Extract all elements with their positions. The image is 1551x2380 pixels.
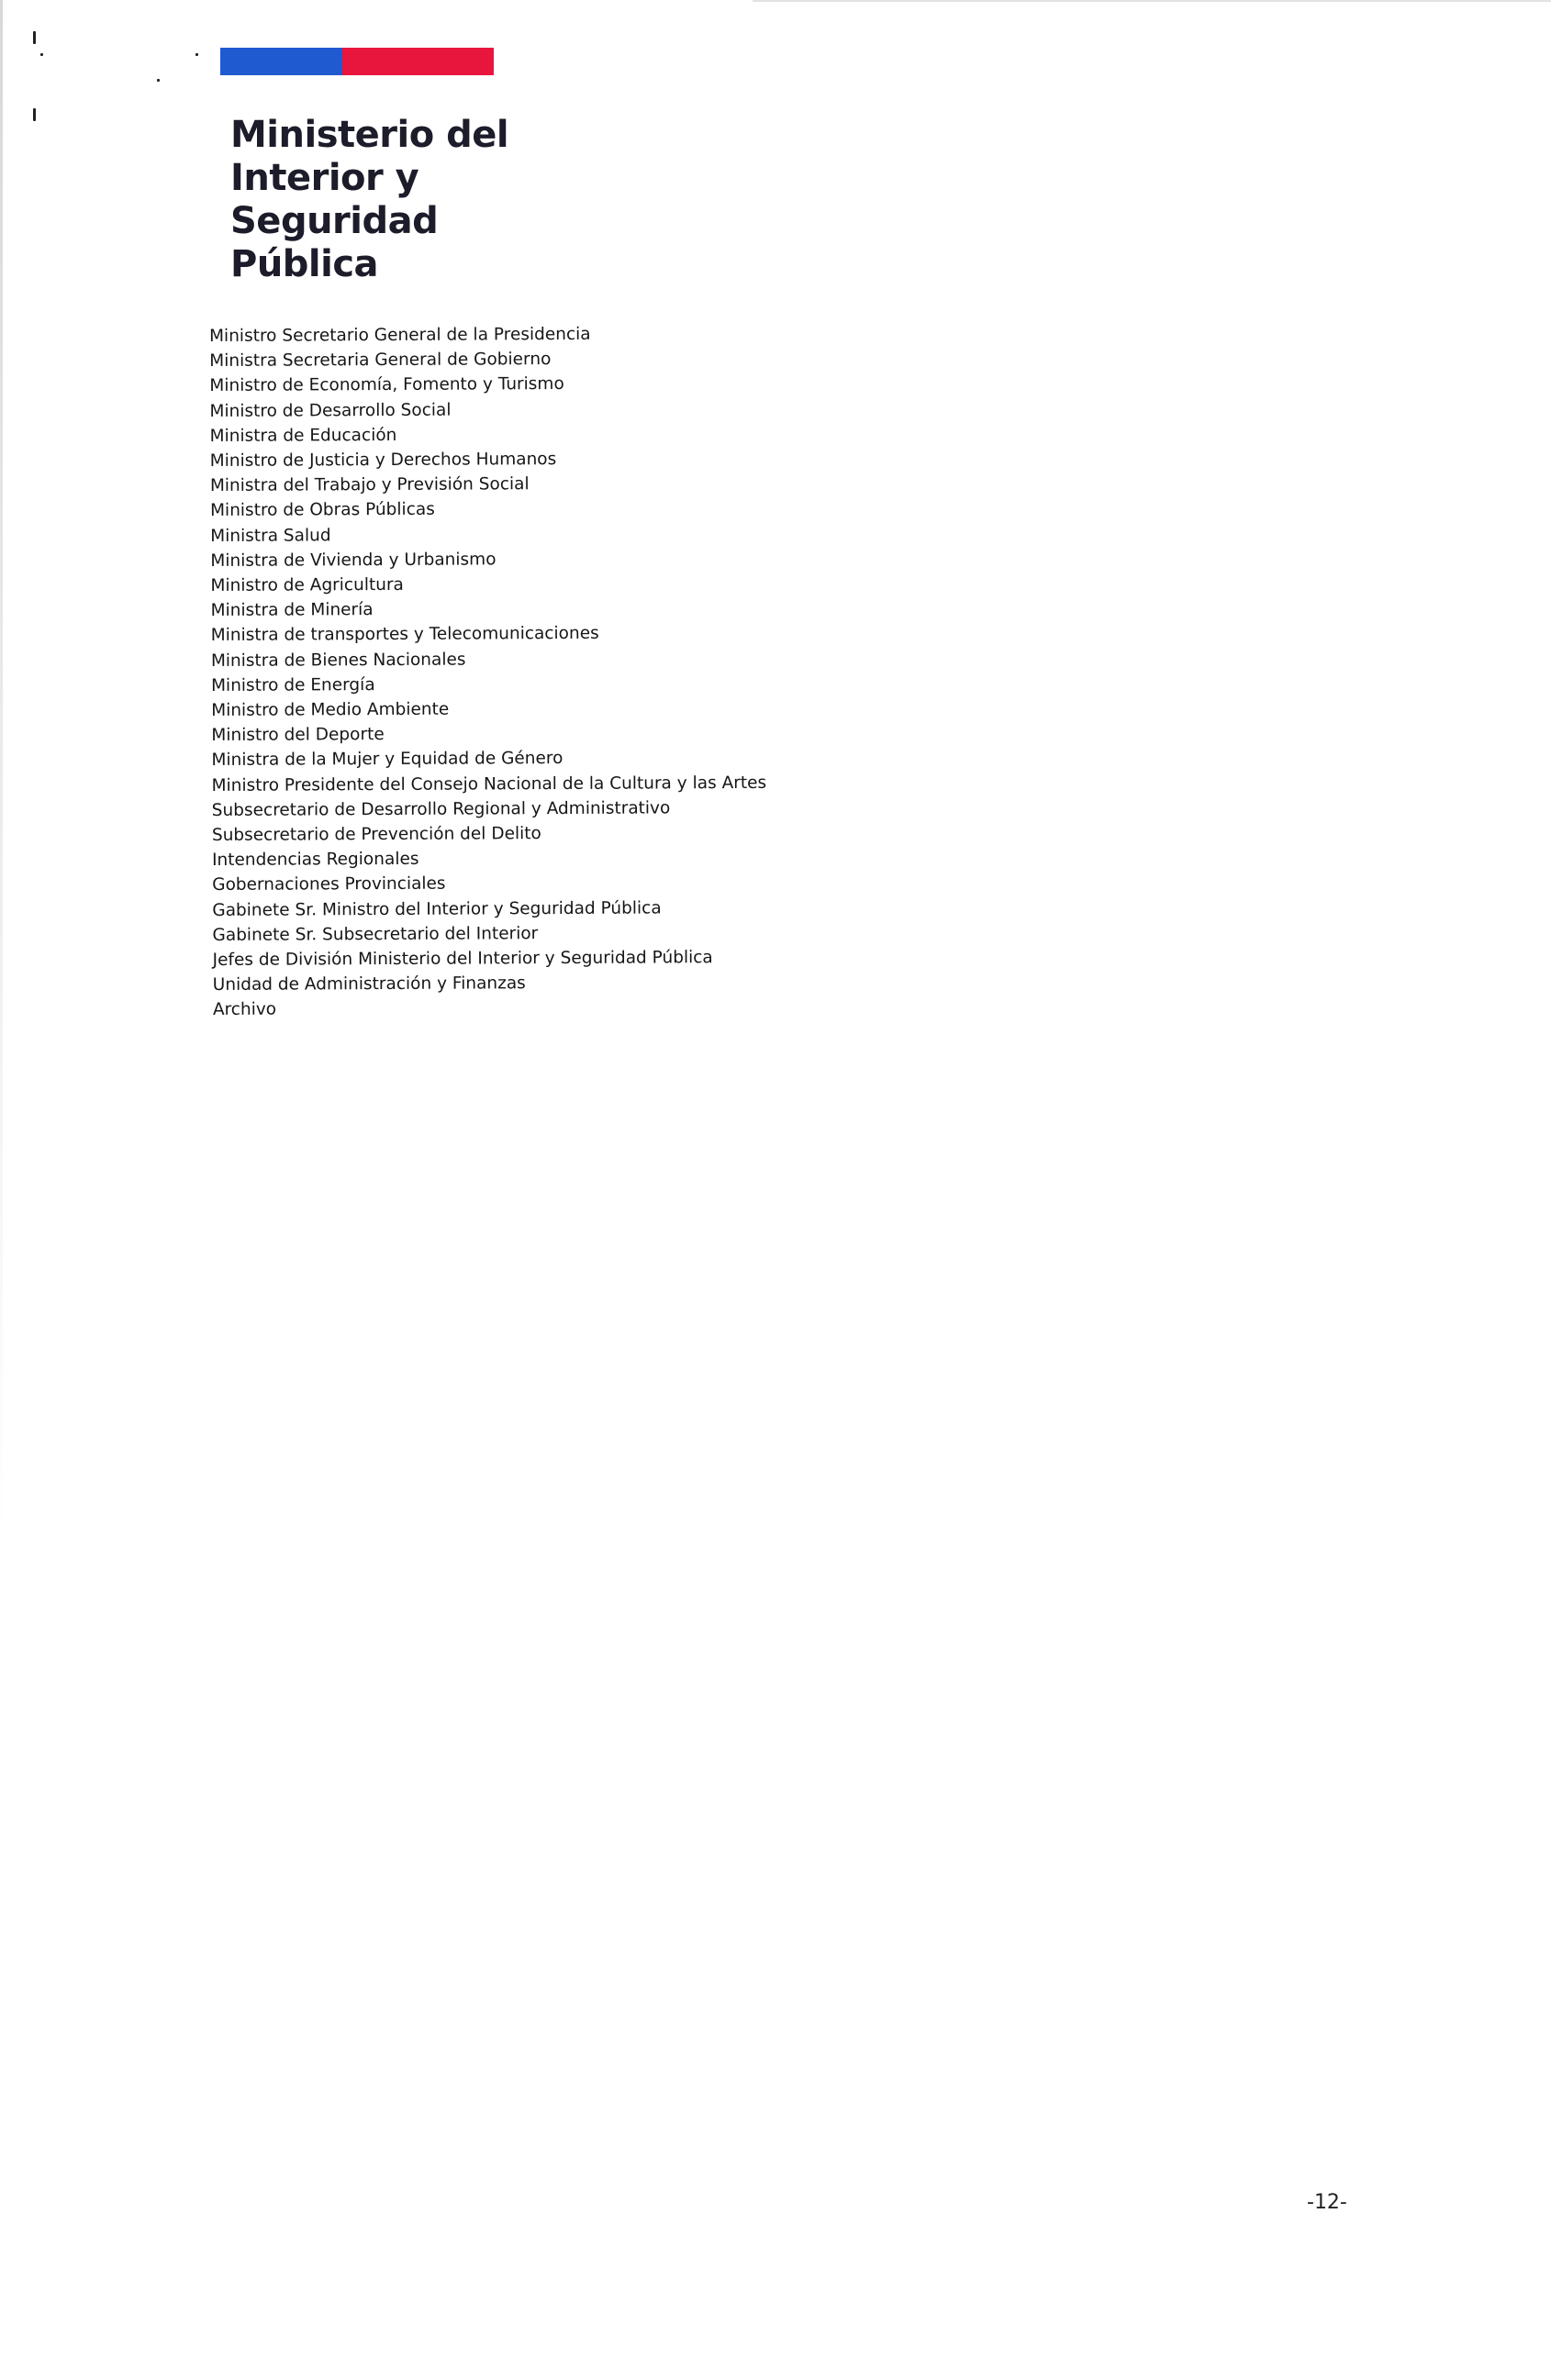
scan-speck xyxy=(195,53,198,56)
distribution-item: Gabinete Sr. Ministro del Interior y Seguridad Pública xyxy=(212,898,662,920)
scan-speck xyxy=(40,53,43,56)
ministry-name-line: Pública xyxy=(230,243,379,285)
distribution-item: Ministra de Educación xyxy=(209,425,397,446)
distribution-item: Gabinete Sr. Subsecretario del Interior xyxy=(212,924,539,945)
distribution-item: Jefes de División Ministerio del Interior y Seguridad Pública xyxy=(212,948,713,971)
distribution-item: Ministro de Economía, Fomento y Turismo xyxy=(209,374,564,396)
ministry-name-line: Seguridad xyxy=(230,200,439,242)
distribution-item: Ministra Salud xyxy=(210,525,331,546)
distribution-item: Ministro de Agricultura xyxy=(210,574,404,596)
distribution-item: Ministro del Deporte xyxy=(211,725,385,746)
distribution-item: Ministro de Justicia y Derechos Humanos xyxy=(209,450,557,472)
scan-edge-shadow xyxy=(0,0,3,1541)
ministry-name-line: Ministerio del xyxy=(230,114,509,156)
distribution-item: Ministra del Trabajo y Previsión Social xyxy=(209,474,530,496)
distribution-item: Ministra de Bienes Nacionales xyxy=(210,650,466,671)
distribution-item: Ministra de la Mujer y Equidad de Género xyxy=(211,749,563,771)
scan-speck xyxy=(33,108,36,121)
ministry-name xyxy=(230,114,561,286)
government-logo-bar xyxy=(220,48,494,75)
distribution-item: Ministra de transportes y Telecomunicaciones xyxy=(210,624,599,646)
distribution-item: Intendencias Regionales xyxy=(212,850,419,871)
scan-top-line xyxy=(753,0,1551,2)
distribution-item: Ministra de Minería xyxy=(210,600,374,621)
distribution-item: Archivo xyxy=(212,1000,277,1020)
distribution-item: Ministro de Obras Públicas xyxy=(210,500,435,521)
distribution-item: Subsecretario de Desarrollo Regional y Administrativo xyxy=(211,798,671,820)
distribution-item: Ministro de Desarrollo Social xyxy=(209,400,452,421)
scan-speck xyxy=(157,79,160,82)
page-number: -12- xyxy=(1307,2191,1347,2214)
logo-blue-band xyxy=(220,48,342,75)
distribution-item: Ministro de Energía xyxy=(211,674,375,695)
distribution-item: Subsecretario de Prevención del Delito xyxy=(211,824,541,846)
distribution-item: Ministro de Medio Ambiente xyxy=(211,699,450,721)
distribution-list xyxy=(209,319,1039,1022)
logo-red-band xyxy=(342,48,494,75)
distribution-item: Ministra de Vivienda y Urbanismo xyxy=(210,550,497,571)
distribution-item: Ministro Secretario General de la Presidencia xyxy=(209,324,591,346)
distribution-item: Ministra Secretaria General de Gobierno xyxy=(209,350,552,372)
distribution-item: Ministro Presidente del Consejo Nacional de la Cultura y las Artes xyxy=(211,773,767,795)
distribution-item: Unidad de Administración y Finanzas xyxy=(212,973,526,995)
distribution-item: Gobernaciones Provinciales xyxy=(212,874,446,895)
ministry-name-line: Interior y xyxy=(230,157,419,199)
scan-speck xyxy=(33,31,36,44)
